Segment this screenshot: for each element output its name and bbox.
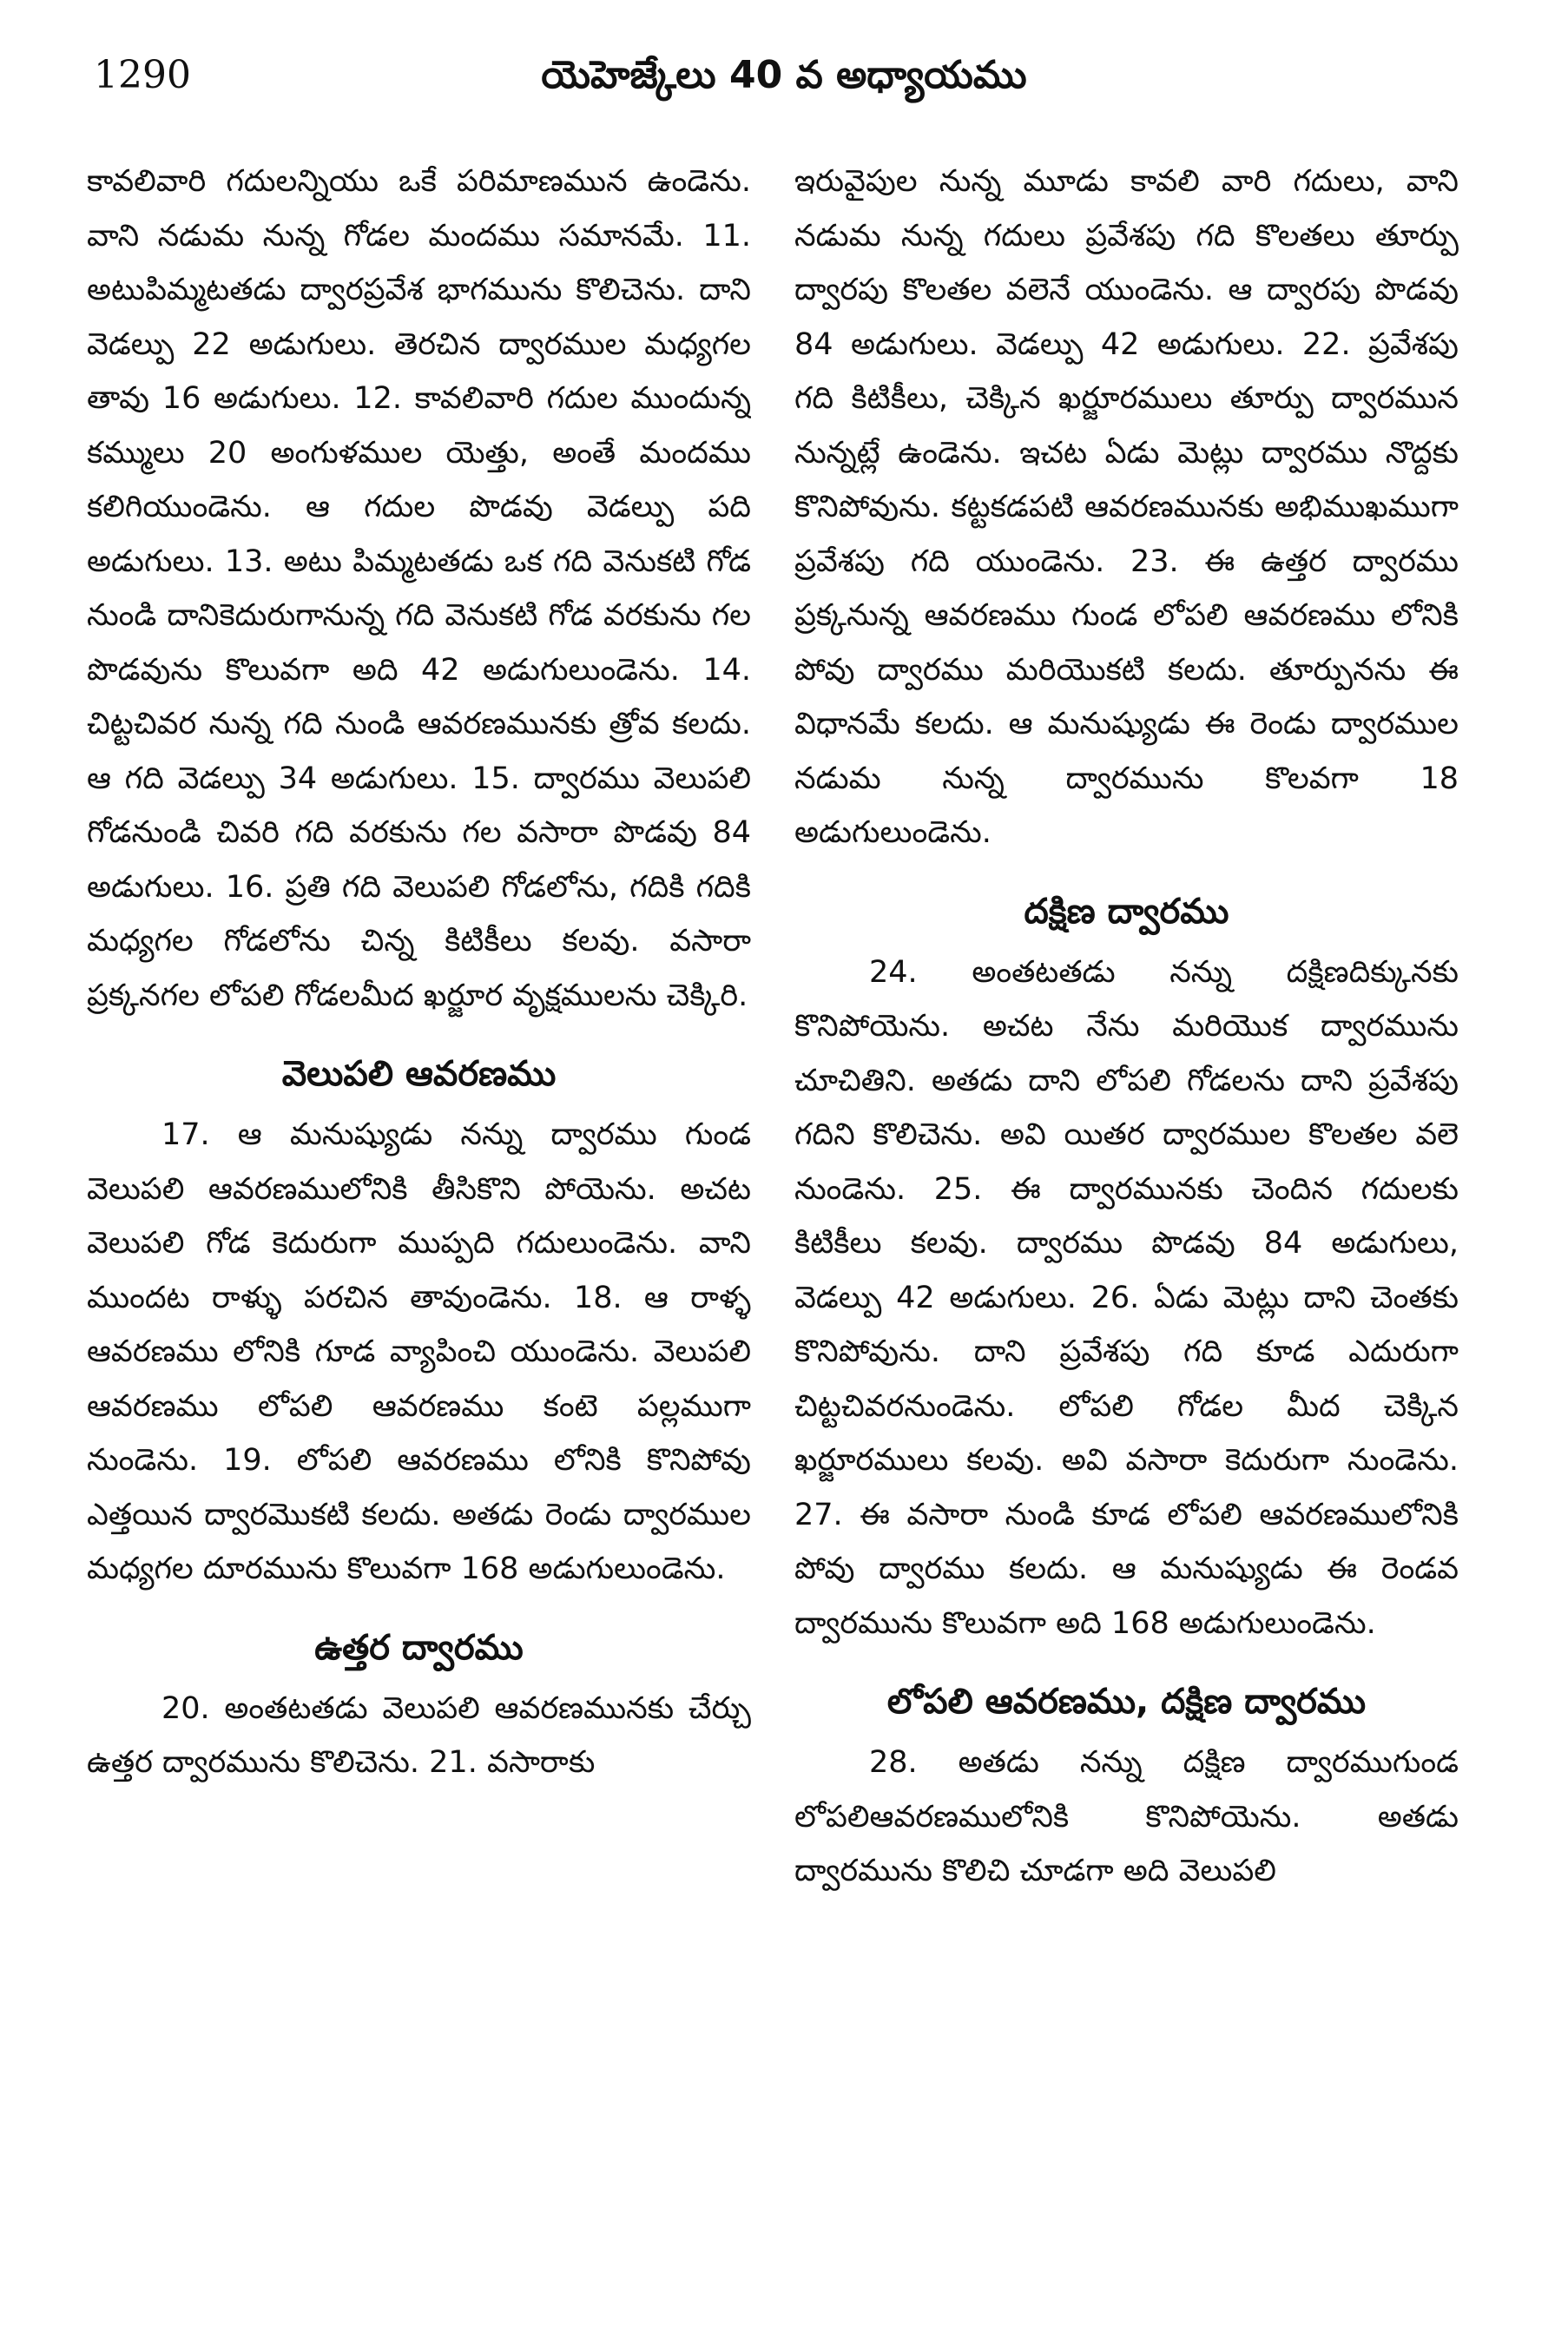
right-column (794, 155, 1459, 2325)
left-paragraph-2: 17. ఆ మనుష్యుడు నన్ను ద్వారము గుండ వెలుపలి ఆవరణములోనికి తీసికొని పోయెను. అచట వెలుపలి గోడ కెదురుగా ముప్పది గదులుండెను. వాని ముందట రాళ్ళు పరచిన తావుండెను. 18. ఆ రాళ్ళ ఆవరణము లోనికి గూడ వ్యాపించి యుండెను. వెలుపలి ఆవరణము లోపలి ఆవరణము కంటె పల్లముగా నుండెను. 19. లోపలి ఆవరణము లోనికి కొనిపోవు ఎత్తయిన ద్వారమొకటి కలదు. అతడు రెండు ద్వారముల మధ్యగల దూరమును కొలువగా 168 అడుగులుండెను. (87, 1117, 751, 1586)
left-column (87, 155, 751, 2325)
left-paragraph-1: కావలివారి గదులన్నియు ఒకే పరిమాణమున ఉండెను. వాని నడుమ నున్న గోడల మందము సమానమే. 11. అటుపిమ్మటతడు ద్వారప్రవేశ భాగమును కొలిచెను. దాని వెడల్పు 22 అడుగులు. తెరచిన ద్వారముల మధ్యగల తావు 16 అడుగులు. 12. కావలివారి గదుల ముందున్న కమ్ములు 20 అంగుళముల యెత్తు, అంతే మందము కలిగియుండెను. ఆ గదుల పొడవు వెడల్పు పది అడుగులు. 13. అటు పిమ్మటతడు ఒక గది వెనుకటి గోడ నుండి దానికెదురుగానున్న గది వెనుకటి గోడ వరకును గల పొడవును కొలువగా అది 42 అడుగులుండెను. 14. చిట్టచివర నున్న గది నుండి ఆవరణమునకు త్రోవ కలదు. ఆ గది వెడల్పు 34 అడుగులు. 15. ద్వారము వెలుపలి గోడనుండి చివరి గది వరకును గల వసారా పొడవు 84 అడుగులు. 16. ప్రతి గది వెలుపలి గోడలోను, గదికి గదికి మధ్యగల గోడలోను చిన్న కిటికీలు కలవు. వసారా ప్రక్కనగల లోపలి గోడలమీద ఖర్జూర వృక్షములను చెక్కిరి. (87, 164, 751, 1013)
section-heading-outer-court: వెలుపలి ఆవరణము (281, 1054, 557, 1094)
page-header (94, 45, 1474, 106)
right-paragraph-2: 24. అంతటతడు నన్ను దక్షిణదిక్కునకు కొనిపోయెను. అచట నేను మరియొక ద్వారమును చూచితిని. అతడు దాని లోపలి గోడలను దాని ప్రవేశపు గదిని కొలిచెను. అవి యితర ద్వారముల కొలతల వలె నుండెను. 25. ఈ ద్వారమునకు చెందిన గదులకు కిటికీలు కలవు. ద్వారము పొడవు 84 అడుగులు, వెడల్పు 42 అడుగులు. 26. ఏడు మెట్లు దాని చెంతకు కొనిపోవును. దాని ప్రవేశపు గది కూడ ఎదురుగా చిట్టచివరనుండెను. లోపలి గోడల మీద చెక్కిన ఖర్జూరములు కలవు. అవి వసారా కెదురుగా నుండెను. 27. ఈ వసారా నుండి కూడ లోపలి ఆవరణములోనికి పోవు ద్వారము కలదు. ఆ మనుష్యుడు ఈ రెండవ ద్వారమును కొలువగా అది 168 అడుగులుండెను. (794, 954, 1459, 1641)
right-paragraph-3: 28. అతడు నన్ను దక్షిణ ద్వారముగుండ లోపలిఆవరణములోనికి కొనిపోయెను. అతడు ద్వారమును కొలిచి చూడగా అది వెలుపలి (794, 1745, 1459, 1888)
running-head: యెహెజ్కేలు 40 వ అధ్యాయము (541, 53, 1027, 97)
page-number: 1290 (94, 53, 191, 97)
section-heading-north-gate: ఉత్తర ద్వారము (314, 1627, 524, 1668)
right-paragraph-1: ఇరువైపుల నున్న మూడు కావలి వారి గదులు, వాని నడుమ నున్న గదులు ప్రవేశపు గది కొలతలు తూర్పు ద్వారపు కొలతల వలెనే యుండెను. ఆ ద్వారపు పొడవు 84 అడుగులు. వెడల్పు 42 అడుగులు. 22. ప్రవేశపు గది కిటికీలు, చెక్కిన ఖర్జూరములు తూర్పు ద్వారమున నున్నట్లే ఉండెను. ఇచట ఏడు మెట్లు ద్వారము నొద్దకు కొనిపోవును. కట్టకడపటి ఆవరణమునకు అభిముఖముగా ప్రవేశపు గది యుండెను. 23. ఈ ఉత్తర ద్వారము ప్రక్కనున్న ఆవరణము గుండ లోపలి ఆవరణము లోనికి పోవు ద్వారము మరియొకటి కలదు. తూర్పునను ఈ విధానమే కలదు. ఆ మనుష్యుడు ఈ రెండు ద్వారముల నడుమ నున్న ద్వారమును కొలవగా 18 అడుగులుండెను. (794, 164, 1459, 850)
left-paragraph-3: 20. అంతటతడు వెలుపలి ఆవరణమునకు చేర్చు ఉత్తర ద్వారమును కొలిచెను. 21. వసారాకు (87, 1690, 751, 1780)
section-heading-inner-court-south-gate: లోపలి ఆవరణము, దక్షిణ ద్వారము (886, 1682, 1367, 1722)
section-heading-south-gate: దక్షిణ ద్వారము (1024, 891, 1229, 932)
